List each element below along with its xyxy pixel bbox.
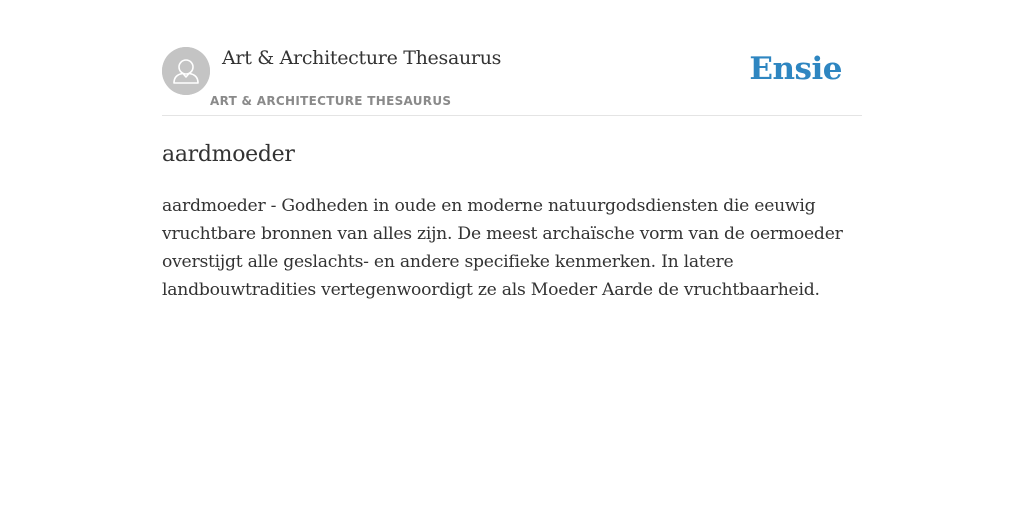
source-title[interactable]: Art & Architecture Thesaurus xyxy=(222,47,502,69)
source-subtitle[interactable]: ART & ARCHITECTURE THESAURUS xyxy=(210,94,452,108)
page-container xyxy=(162,0,862,300)
entry-definition: aardmoeder - Godheden in oude en moderne natuurgodsdiensten die eeuwig vruchtbare bronnen van alles zijn. De meest archaïsche vorm van de oermoeder overstijgt alle geslachts- en andere specifieke kenmerken. In latere landbouwtradities vertegenwoordigt ze als Moeder Aarde de vruchtbaarheid. xyxy=(162,196,843,300)
entry-title: aardmoeder xyxy=(162,142,295,167)
avatar[interactable] xyxy=(162,47,210,95)
entry-header xyxy=(162,0,862,116)
brand-logo[interactable]: Ensie xyxy=(749,51,842,87)
user-placeholder-icon xyxy=(162,47,210,95)
